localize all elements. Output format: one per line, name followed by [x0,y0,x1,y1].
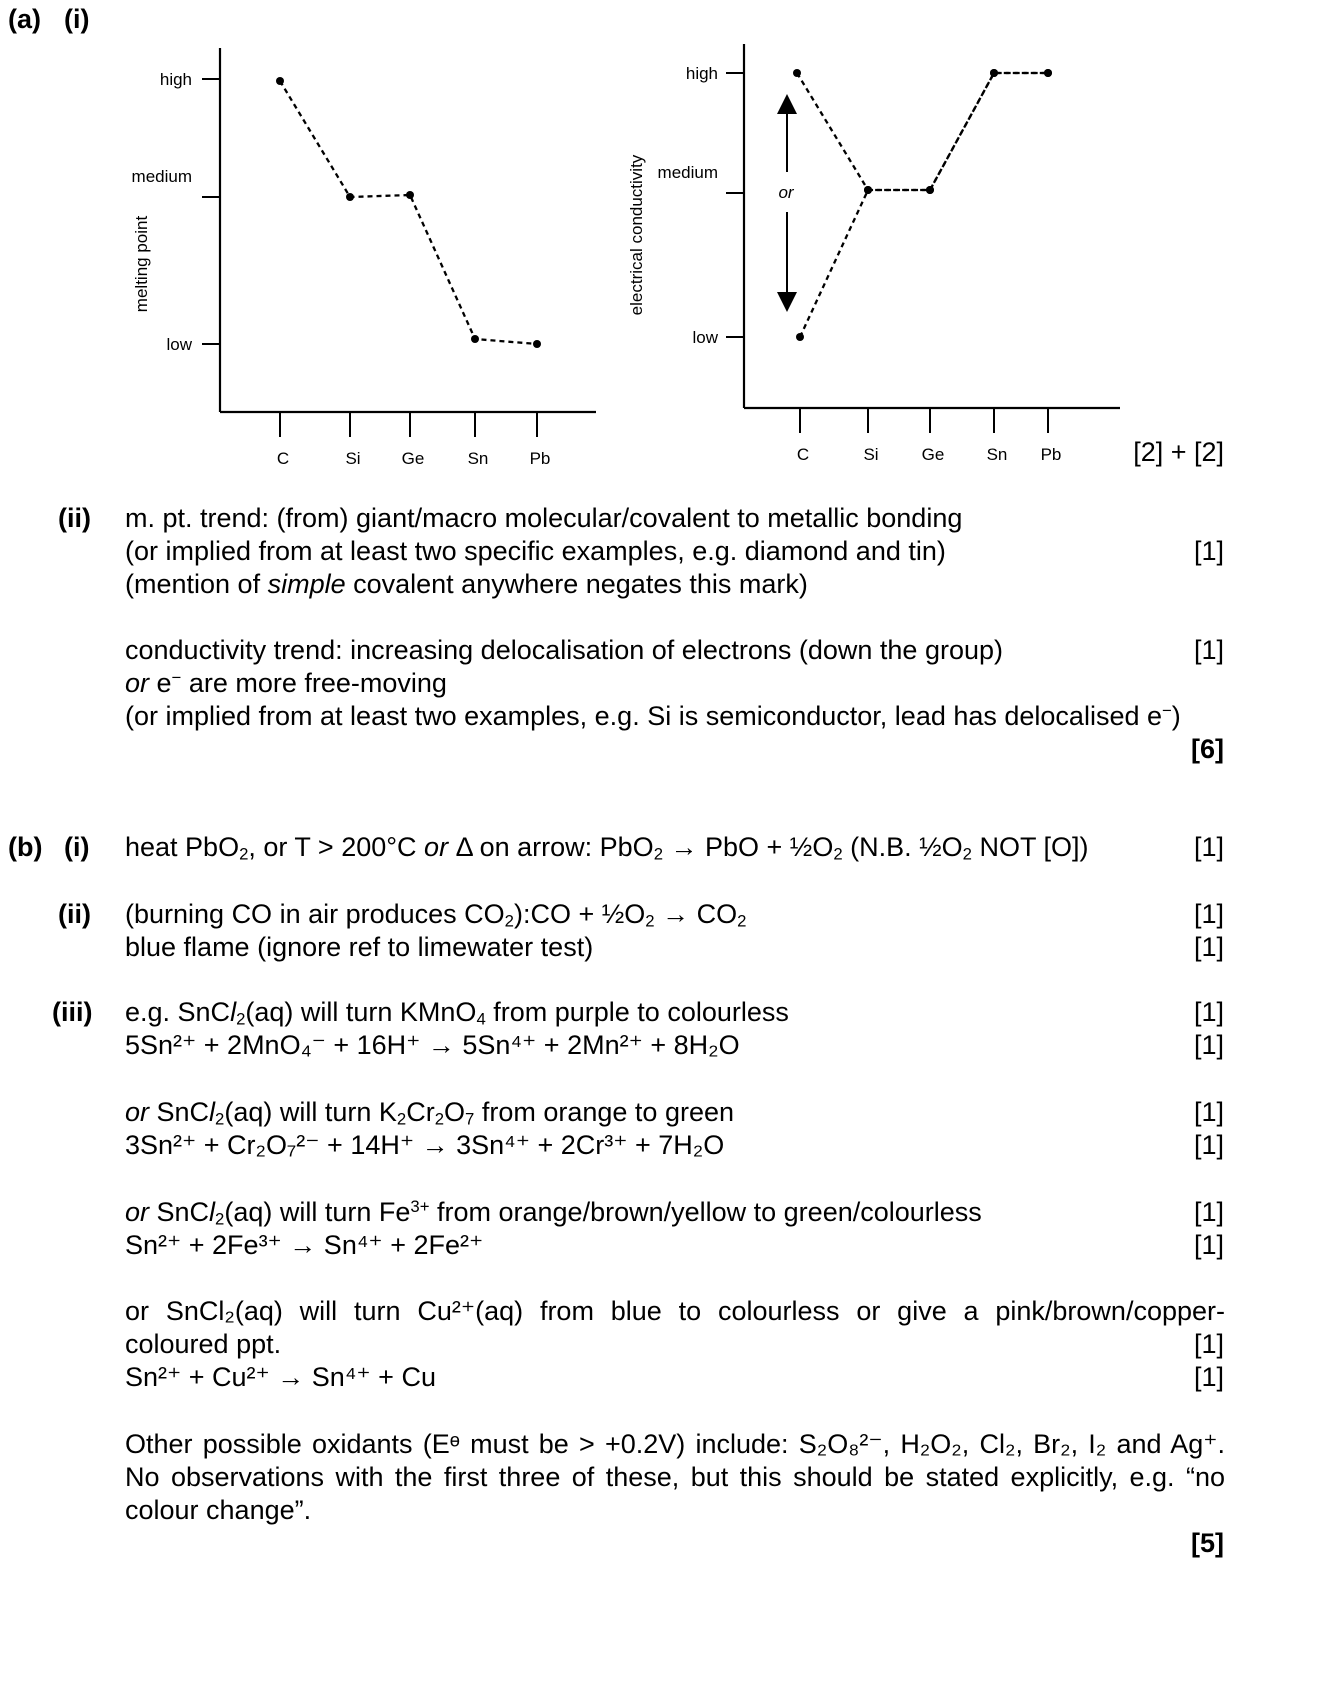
b-iii-example-2-mark: [1] [1193,1097,1224,1127]
data-point-Si [864,186,872,194]
a-ii-line-4: conductivity trend: increasing delocalisation of electrons (down the group) [125,635,1003,665]
melting-point-chart [0,0,1337,470]
a-ii-line-6: (or implied from at least two examples, e.g. Si is semiconductor, lead has delocalised e−) [125,700,1181,731]
b-iii-example-4-line-1: or SnCl₂(aq) will turn Cu²⁺(aq) from blue to colourless or give a pink/brown/copper- [125,1296,1225,1326]
b-iii-equation-1: 5Sn²⁺ + 2MnO₄⁻ + 16H⁺ → 5Sn⁴⁺ + 2Mn²⁺ + 8H₂O [125,1030,740,1060]
y-axis-label: melting point [132,215,151,313]
data-point-Sn [990,69,998,77]
b-iii-equation-4-mark: [1] [1193,1362,1224,1392]
b-iii-example-2: or SnCl$_2$(aq) will turn $K_2Cr_2O_7$ from orange to green [125,1097,735,1129]
b-iii-example-1-mark: [1] [1193,997,1224,1027]
a-ii-line-3: (mention of simple covalent anywhere negates this mark) [125,569,808,599]
y-axis-label: electrical conductivity [627,154,646,316]
x-tick-label-C: C [796,445,810,464]
y-tick-label-high: high [159,70,192,89]
b-iii-equation-3-mark: [1] [1193,1230,1224,1260]
series-line-1 [797,73,1048,190]
data-point-Si [346,193,354,201]
data-point-Sn [471,335,479,343]
a-ii-line-2-mark: [1] [1193,536,1224,566]
x-tick-label-Si: Si [863,445,879,464]
data-point-C [796,333,804,341]
b-ii-line-1: (burning CO in air produces $CO_2):CO$ + $\frac{1}{2}O_2 \to CO_2$ [125,899,747,931]
a-ii-line-5: or e− are more free-moving [125,667,447,698]
b-iii-example-1: e.g. SnCl$_2$(aq) will turn KMnO$_4$ from purple to colourless [125,997,789,1029]
a-ii-line-4-mark: [1] [1193,635,1224,665]
b-iii-other-line-1: Other possible oxidants (Eᶱ must be > +0.2V) include: S₂O₈²⁻, H₂O₂, Cl₂, Br₂, I₂ and Ag⁺. [125,1429,1225,1459]
b-i-text: heat PbO$_2$, or T > 200°C or Δ on arrow: PbO$_2$ → PbO + $\frac{1}{2}O_2$ (N.B. $\frac{1}{2}O_2$ NOT [O]) [125,832,1089,864]
y-tick-label-medium: medium [657,163,718,182]
x-tick-label-Pb: Pb [529,449,551,468]
x-tick-label-Sn: Sn [986,445,1008,464]
b-iii-equation-1-mark: [1] [1193,1030,1224,1060]
b-i-mark: [1] [1193,832,1224,862]
x-tick-label-Sn: Sn [467,449,489,468]
b-iii-equation-4: Sn²⁺ + Cu²⁺ → Sn⁴⁺ + Cu [125,1362,436,1392]
b-ii-line-2: blue flame (ignore ref to limewater test) [125,932,594,962]
b-iii-other-line-3: colour change”. [125,1495,312,1525]
series-line-2 [800,73,1048,337]
data-point-Pb [533,340,541,348]
b-iii-equation-2: 3Sn²⁺ + Cr₂O₇²⁻ + 14H⁺ → 3Sn⁴⁺ + 2Cr³⁺ + 7H₂O [125,1130,725,1160]
b-iii-example-4-line-2: coloured ppt. [125,1329,282,1359]
y-tick-label-low: low [692,328,718,347]
y-tick-label-high: high [685,64,718,83]
part-a-i-label: (i) [64,4,90,34]
marks-a-total: [6] [1191,734,1224,764]
series-line-1 [280,81,537,344]
x-tick-label-Si: Si [345,449,361,468]
part-b-label: (b) [8,832,43,862]
data-point-Ge [406,191,414,199]
x-tick-label-Ge: Ge [401,449,425,468]
b-iii-equation-3: Sn²⁺ + 2Fe³⁺ → Sn⁴⁺ + 2Fe²⁺ [125,1230,484,1260]
y-tick-label-medium: medium [131,167,192,186]
a-ii-line-2: (or implied from at least two specific examples, e.g. diamond and tin) [125,536,946,566]
or-annotation: or [778,183,794,202]
part-b-ii-label: (ii) [58,899,91,929]
part-b-i-label: (i) [64,832,90,862]
b-ii-line-2-mark: [1] [1193,932,1224,962]
x-tick-label-C: C [276,449,290,468]
marks-b-total: [5] [1191,1528,1224,1558]
b-iii-example-4-mark: [1] [1193,1329,1224,1359]
x-tick-label-Pb: Pb [1040,445,1062,464]
b-iii-equation-2-mark: [1] [1193,1130,1224,1160]
b-iii-example-3: or SnCl$_2$(aq) will turn $Fe^{3+}$ from orange/brown/yellow to green/colourless [125,1196,982,1229]
x-tick-label-Ge: Ge [921,445,945,464]
marks-a-i: [2] + [2] [1133,437,1224,467]
data-point-C [793,69,801,77]
data-point-Ge [926,186,934,194]
data-point-C [276,77,284,85]
part-a-label: (a) [8,4,41,34]
data-point-Pb [1044,69,1052,77]
b-iii-other-line-2: No observations with the first three of these, but this should be stated explicitly, e.g. “no [125,1462,1225,1492]
b-ii-line-1-mark: [1] [1193,899,1224,929]
a-ii-line-1: m. pt. trend: (from) giant/macro molecular/covalent to metallic bonding [125,503,963,533]
part-a-ii-label: (ii) [58,503,91,533]
part-b-iii-label: (iii) [52,997,93,1027]
y-tick-label-low: low [166,335,192,354]
b-iii-example-3-mark: [1] [1193,1197,1224,1227]
